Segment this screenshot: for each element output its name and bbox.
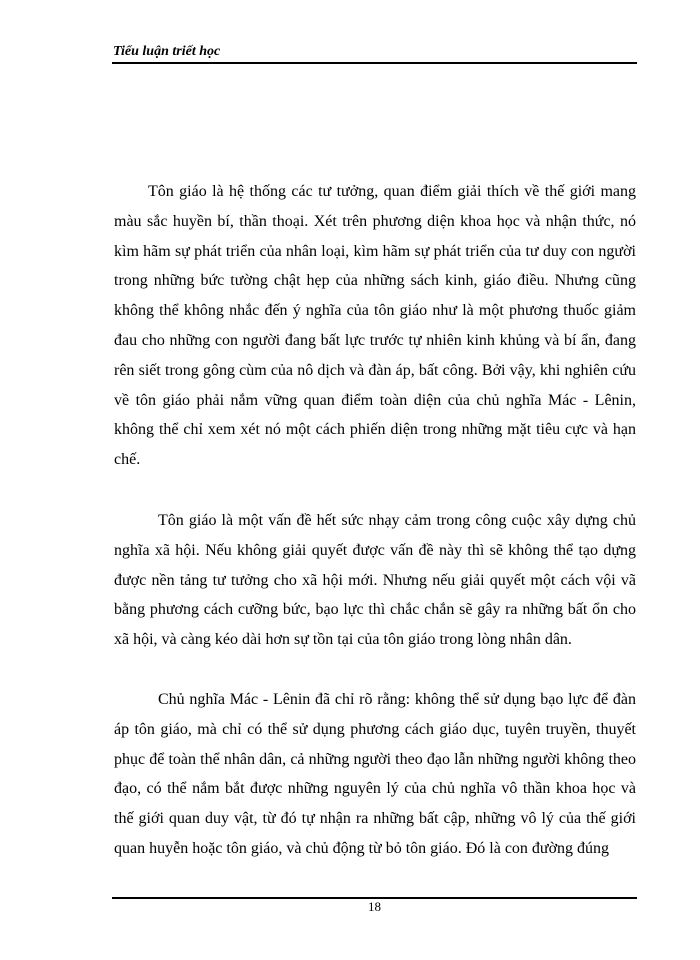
paragraph-3: Chủ nghĩa Mác - Lênin đã chỉ rõ rằng: không thể sử dụng bạo lực để đàn áp tôn giáo, mà chỉ có thể sử dụng phương cách giáo dục, tuyên truyền, thuyết phục để toàn thể nhân dân, cả những người theo đạo lẫn những người không theo đạo, có thể nắm bắt được những nguyên lý của chủ nghĩa vô thần khoa học và thế giới quan duy vật, từ đó tự nhận ra những bất cập, những vô lý của thế giới quan huyễn hoặc tôn giáo, và chủ động từ bỏ tôn giáo. Đó là con đường đúng (114, 690, 636, 857)
header-divider (112, 62, 637, 64)
page-number: 18 (368, 899, 381, 914)
paragraph-1: Tôn giáo là hệ thống các tư tưởng, quan điểm giải thích về thế giới mang màu sắc huyền bí, thần thoại. Xét trên phương diện khoa học và nhận thức, nó kìm hãm sự phát triển của nhân loại, kìm hãm sự phát triển của tư duy con người trong những bức tường chật hẹp của những sách kinh, giáo điều. Nhưng cũng không thể không nhắc đến ý nghĩa của tôn giáo như là một phương thuốc giảm đau cho những con người đang bất lực trước tự nhiên kinh khủng và bí ẩn, đang rên siết trong gông cùm của nô dịch và đàn áp, bất công. Bởi vậy, khi nghiên cứu về tôn giáo phải nắm vững quan điểm toàn diện của chủ nghĩa Mác - Lênin, không thể chỉ xem xét nó một cách phiến diện trong những mặt tiêu cực và hạn chế. (114, 183, 636, 469)
document-body (114, 177, 636, 864)
header-title: Tiểu luận triết học (113, 44, 221, 59)
paragraph-2: Tôn giáo là một vấn đề hết sức nhạy cảm trong công cuộc xây dựng chủ nghĩa xã hội. Nếu không giải quyết được vấn đề này thì sẽ không thể tạo dựng được nền tảng tư tưởng cho xã hội mới. Nhưng nếu giải quyết một cách vội vã bằng phương cách cưỡng bức, bạo lực thì chắc chắn sẽ gây ra những bất ổn cho xã hội, và càng kéo dài hơn sự tồn tại của tôn giáo trong lòng nhân dân. (114, 511, 636, 649)
